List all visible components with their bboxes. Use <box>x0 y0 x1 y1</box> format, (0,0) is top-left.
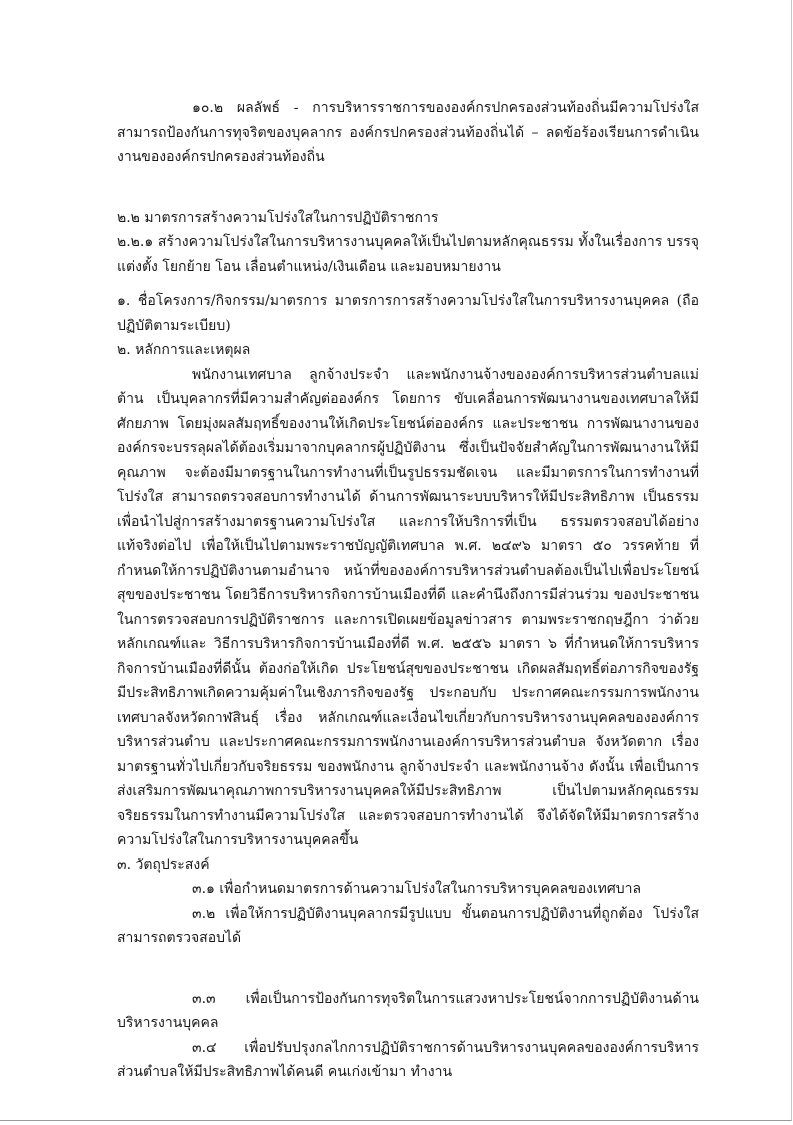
section-heading-2-2: ๒.๒ มาตรการสร้างความโปร่งใสในการปฏิบัติราชการ <box>117 209 439 226</box>
item-2-heading: ๒. หลักการและเหตุผล <box>117 342 251 358</box>
objective-3-1: ๓.๑ เพื่อกำหนดมาตรการด้านความโปร่งใสในการบริหารบุคคลของเทศบาล <box>192 881 642 897</box>
rationale-paragraph: พนักงานเทศบาล ลูกจ้างประจำ และพนักงานจ้างขององค์การบริหารส่วนตำบลแม่ต้าน เป็นบุคลากรที่มีความสำคัญต่อองค์กร โดยการ ขับเคลื่อนการพัฒนางานของเทศบาลให้มีศักยภาพ โดยมุ่งผลสัมฤทธิ์ของงานให้เกิดประโยชน์ต่อองค์กร และประชาชน การพัฒนางานขององค์กรจะบรรลุผลได้ต้องเริ่มมาจากบุคลากรผู้ปฏิบัติงาน ซึ่งเป็นปัจจัยสำคัญในการพัฒนางานให้มีคุณภาพ จะต้องมีมาตรฐานในการทำงานที่เป็นรูปธรรมชัดเจน และมีมาตรการในการทำงานที่โปร่งใส สามารถตรวจสอบการทำงานได้ ด้านการพัฒนาระบบบริหารให้มีประสิทธิภาพ เป็นธรรม เพื่อนำไปสู่การสร้างมาตรฐานความโปร่งใส และการให้บริการที่เป็น ธรรมตรวจสอบได้อย่างแท้จริงต่อไป เพื่อให้เป็นไปตามพระราชบัญญัติเทศบาล พ.ศ. ๒๔๙๖ มาตรา ๕๐ วรรคท้าย ที่กำหนดให้การปฏิบัติงานตามอำนาจ หน้าที่ขององค์การบริหารส่วนตำบลต้องเป็นไปเพื่อประโยชน์สุขของประชาชน โดยวิธีการบริหารกิจการบ้านเมืองที่ดี และคำนึงถึงการมีส่วนร่วม ของประชาชนในการตรวจสอบการปฏิบัติราชการ และการเปิดเผยข้อมูลข่าวสาร ตามพระราชกฤษฎีกา ว่าด้วยหลักเกณฑ์และ วิธีการบริหารกิจการบ้านเมืองที่ดี พ.ศ. ๒๕๕๖ มาตรา ๖ ที่กำหนดให้การบริหารกิจการบ้านเมืองที่ดีนั้น ต้องก่อให้เกิด ประโยชน์สุขของประชาชน เกิดผลสัมฤทธิ์ต่อภารกิจของรัฐ มีประสิทธิภาพเกิดความคุ้มค่าในเชิงภารกิจของรัฐ ประกอบกับ ประกาศคณะกรรมการพนักงานเทศบาลจังหวัดกาฬสินธุ์ เรื่อง หลักเกณฑ์และเงื่อนไขเกี่ยวกับการบริหารงานบุคคลขององค์การบริหารส่วนตำบ และประกาศคณะกรรมการพนักงานเองค์การบริหารส่วนตำบล จังหวัดตาก เรื่อง มาตรฐานทั่วไปเกี่ยวกับจริยธรรม ของพนักงาน ลูกจ้างประจำ และพนักงานจ้าง ดังนั้น เพื่อเป็นการส่งเสริมการพัฒนาคุณภาพการบริหารงานบุคคลให้มีประสิทธิภาพ เป็นไปตามหลักคุณธรรม จริยธรรมในการทำงานมีความโปร่งใส และตรวจสอบการทำงานได้ จึงได้จัดให้มีมาตรการสร้างความโปร่งใสในการบริหารงานบุคคลขึ้น <box>117 366 699 848</box>
document-body <box>117 96 699 1085</box>
item-1-project-name: ๑. ชื่อโครงการ/กิจกรรม/มาตรการ มาตรการการสร้างความโปร่งใสในการบริหารงานบุคคล (ถือปฏิบัติตามระเบียบ) <box>117 293 699 334</box>
objective-3-3: ๓.๓ เพื่อเป็นการป้องกันการทุจริตในการแสวงหาประโยชน์จากการปฏิบัติงานด้านบริหารงานบุคคล <box>117 990 699 1031</box>
item-3-heading: ๓. วัตถุประสงค์ <box>117 856 210 873</box>
objective-3-4: ๓.๔ เพื่อปรับปรุงกลไกการปฏิบัติราชการด้านบริหารงานบุคคลขององค์การบริหารส่วนตำบลให้มีประสิทธิภาพได้คนดี คนเก่งเข้ามา ทำงาน <box>117 1039 699 1080</box>
objective-3-2: ๓.๒ เพื่อให้การปฏิบัติงานบุคลากรมีรูปแบบ ขั้นตอนการปฏิบัติงานที่ถูกต้อง โปร่งใสสามารถตรวจสอบได้ <box>117 905 699 946</box>
subsection-heading-2-2-1: ๒.๒.๑ สร้างความโปร่งใสในการบริหารงานบุคคลให้เป็นไปตามหลักคุณธรรม ทั้งในเรื่องการ บรรจุแต่งตั้ง โยกย้าย โอน เลื่อนตำแหน่ง/เงินเดือน และมอบหมายงาน <box>117 234 699 275</box>
result-paragraph: ๑๐.๒ ผลลัพธ์ - การบริหารราชการขององค์กรปกครองส่วนท้องถิ่นมีความโปร่งใส สามารถป้องกันการทุจริตของบุคลากร องค์กรปกครองส่วนท้องถิ่นได้ – ลดข้อร้องเรียนการดำเนินงานขององค์กรปกครองส่วนท้องถิ่น <box>117 100 699 165</box>
